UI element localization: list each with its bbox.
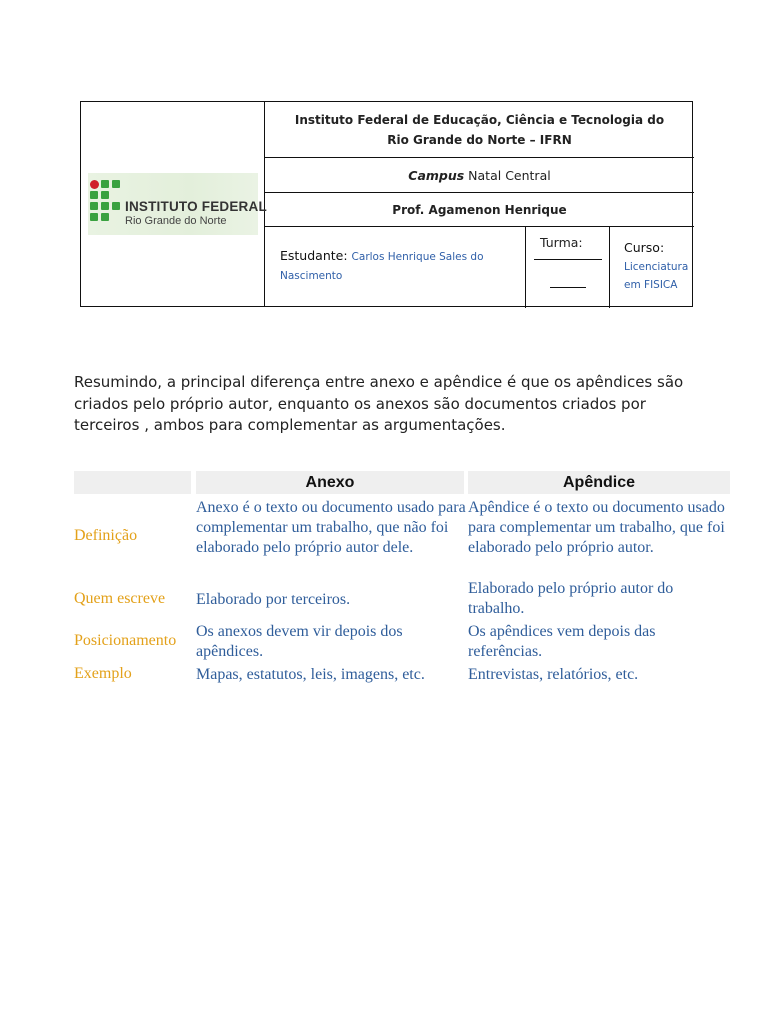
row-label-exemplo: Exemplo bbox=[74, 665, 132, 682]
professor-name: Prof. Agamenon Henrique bbox=[265, 193, 694, 227]
logo-title: INSTITUTO FEDERAL bbox=[125, 199, 267, 214]
campus-row bbox=[265, 158, 694, 193]
cell-anexo-exemplo: Mapas, estatutos, leis, imagens, etc. bbox=[196, 666, 425, 683]
cell-anexo-quem-escreve: Elaborado por terceiros. bbox=[196, 591, 351, 608]
row-label-posicionamento: Posicionamento bbox=[74, 632, 177, 649]
student-cell bbox=[265, 227, 526, 308]
campus-label: Campus bbox=[408, 167, 465, 183]
table-header-apendice: Apêndice bbox=[468, 471, 730, 494]
curso-cell bbox=[610, 227, 694, 308]
document-header bbox=[80, 101, 693, 307]
logo-subtitle: Rio Grande do Norte bbox=[125, 215, 227, 227]
turma-blank-line bbox=[534, 259, 602, 260]
curso-label: Curso: bbox=[624, 240, 665, 255]
campus-name: Natal Central bbox=[468, 167, 551, 183]
table-header-anexo: Anexo bbox=[196, 471, 464, 494]
student-info-row bbox=[265, 227, 694, 308]
ifrn-logo bbox=[88, 173, 267, 235]
cell-anexo-posicionamento: Os anexos devem vir depois dos apêndices. bbox=[196, 623, 403, 660]
turma-label: Turma: bbox=[540, 235, 583, 250]
cell-apendice-definicao: Apêndice é o texto ou documento usado para complementar um trabalho, que foi elaborado pelo próprio autor. bbox=[468, 499, 725, 556]
row-label-quem-escreve: Quem escreve bbox=[74, 590, 166, 607]
turma-blank-line-2 bbox=[550, 287, 586, 288]
student-label: Estudante: bbox=[280, 248, 348, 263]
cell-apendice-posicionamento: Os apêndices vem depois das referências. bbox=[468, 623, 656, 660]
summary-paragraph: Resumindo, a principal diferença entre anexo e apêndice é que os apêndices são criados pelo próprio autor, enquanto os anexos são documentos criados por terceiros , ambos para complementar as argumentações. bbox=[74, 373, 684, 434]
row-label-definicao: Definição bbox=[74, 527, 138, 544]
logo-cell bbox=[81, 102, 265, 306]
turma-cell bbox=[526, 227, 610, 308]
cell-apendice-exemplo: Entrevistas, relatórios, etc. bbox=[468, 666, 639, 683]
student-name: Carlos Henrique Sales do Nascimento bbox=[280, 251, 484, 282]
curso-value: Licenciatura em FISICA bbox=[624, 261, 689, 291]
cell-anexo-definicao: Anexo é o texto ou documento usado para complementar um trabalho, que não foi elaborado pelo próprio autor dele. bbox=[196, 499, 466, 556]
table-header-empty bbox=[74, 471, 191, 494]
institution-name: Instituto Federal de Educação, Ciência e Tecnologia do Rio Grande do Norte – IFRN bbox=[265, 102, 694, 158]
cell-apendice-quem-escreve: Elaborado pelo próprio autor do trabalho. bbox=[468, 580, 674, 617]
